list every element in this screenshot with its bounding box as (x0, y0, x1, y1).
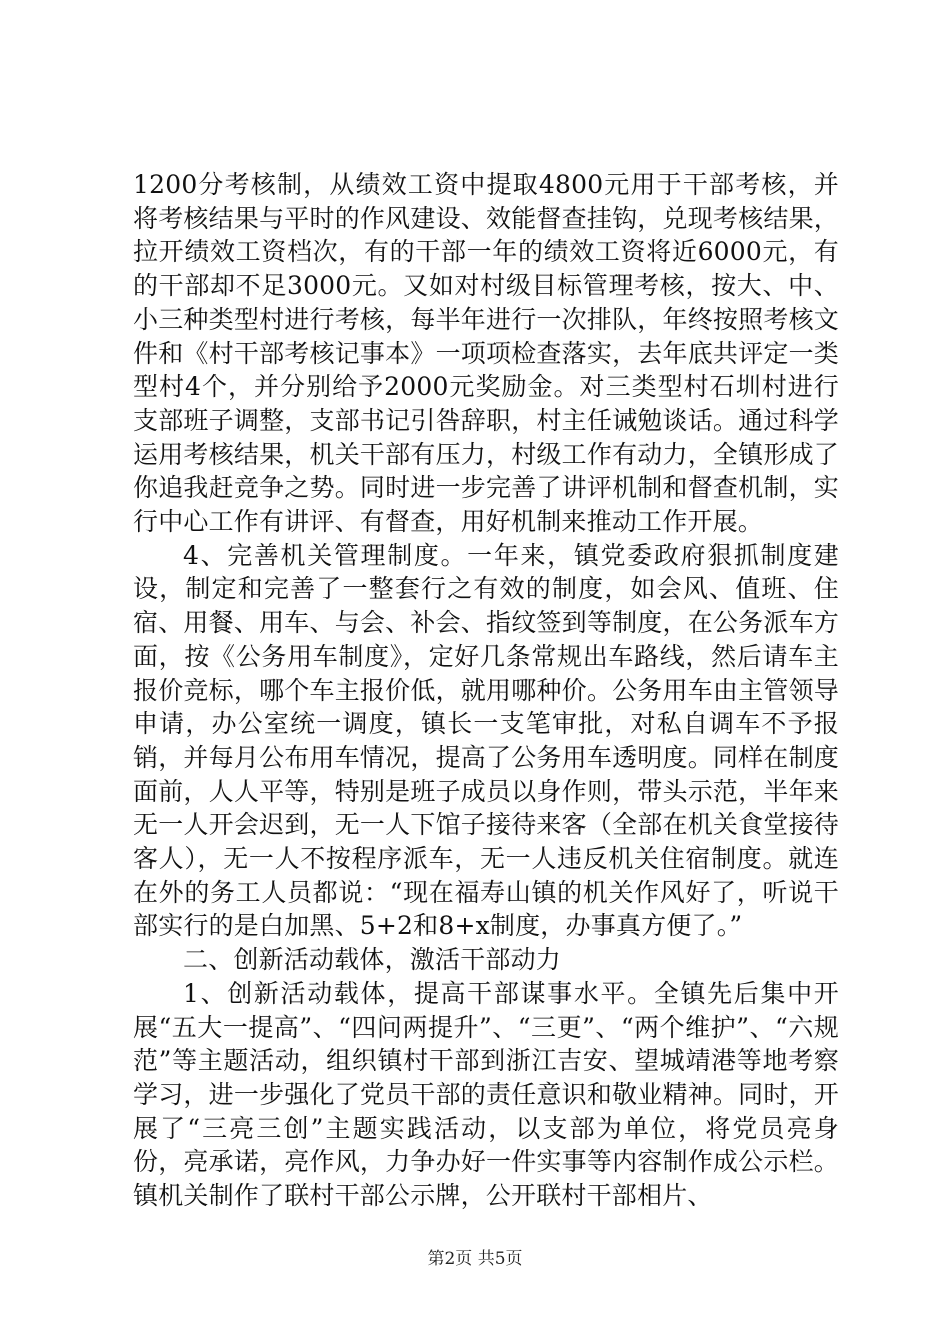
paragraph-management-system: 4、完善机关管理制度。一年来，镇党委政府狠抓制度建设，制定和完善了一整套行之有效的制度，如会风、值班、住宿、用餐、用车、与会、补会、指纹签到等制度，在公务派车方面，按《公务用车制度》，定好几条常规出车路线，然后请车主报价竞标，哪个车主报价低，就用哪种价。公务用车由主管领导申请，办公室统一调度，镇长一支笔审批，对私自调车不予报销，并每月公布用车情况，提高了公务用车透明度。同样在制度面前，人人平等，特别是班子成员以身作则，带头示范，半年来无一人开会迟到，无一人下馆子接待来客（全部在机关食堂接待客人），无一人不按程序派车，无一人违反机关住宿制度。就连在外的务工人员都说：“现在福寿山镇的机关作风好了，听说干部实行的是白加黑、5+2和8+x制度，办事真方便了。” (133, 540, 839, 941)
document-body (133, 168, 839, 1213)
paragraph-continuation: 1200分考核制，从绩效工资中提取4800元用于干部考核，并将考核结果与平时的作风建设、效能督查挂钩，兑现考核结果，拉开绩效工资档次，有的干部一年的绩效工资将近6000元，有的干部却不足3000元。又如对村级目标管理考核，按大、中、小三种类型村进行考核，每半年进行一次排队，年终按照考核文件和《村干部考核记事本》一项项检查落实，去年底共评定一类型村4个，并分别给予2000元奖励金。对三类型村石圳村进行支部班子调整，支部书记引咎辞职，村主任诫勉谈话。通过科学运用考核结果，机关干部有压力，村级工作有动力，全镇形成了你追我赶竞争之势。同时进一步完善了讲评机制和督查机制，实行中心工作有讲评、有督查，用好机制来推动工作开展。 (133, 170, 839, 537)
section-heading: 二、创新活动载体，激活干部动力 (183, 945, 562, 975)
page-number: 第2页 共5页 (427, 1249, 523, 1269)
paragraph-activity-carrier: 1、创新活动载体，提高干部谋事水平。全镇先后集中开展“五大一提高”、“四问两提升”、“三更”、“两个维护”、“六规范”等主题活动，组织镇村干部到浙江吉安、望城靖港等地考察学习，进一步强化了党员干部的责任意识和敬业精神。同时，开展了“三亮三创”主题实践活动，以支部为单位，将党员亮身份，亮承诺，亮作风，力争办好一件实事等内容制作成公示栏。镇机关制作了联村干部公示牌，公开联村干部相片、 (133, 978, 839, 1211)
